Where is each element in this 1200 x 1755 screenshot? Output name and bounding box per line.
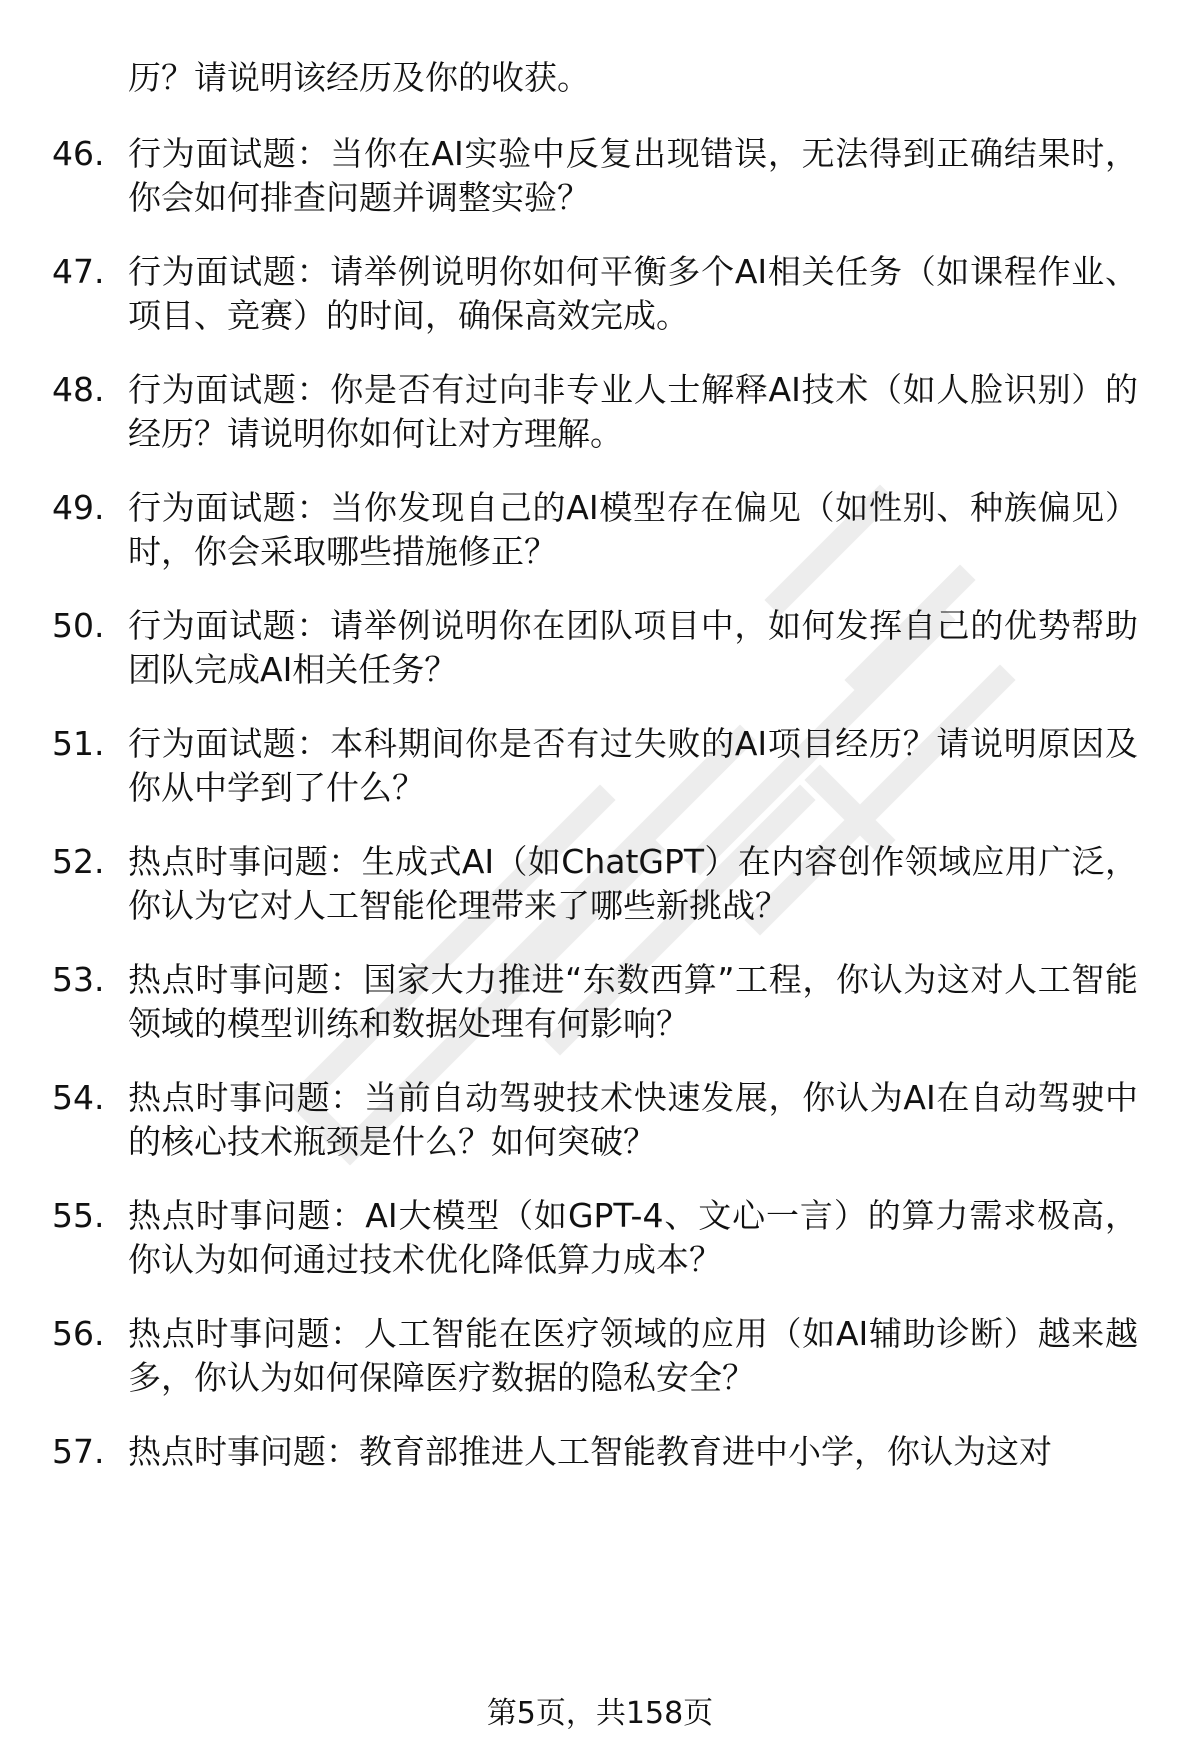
question-number: 54. [52, 1078, 105, 1117]
question-text: 行为面试题：请举例说明你在团队项目中，如何发挥自己的优势帮助团队完成AI相关任务？ [128, 606, 1138, 689]
question-text: 热点时事问题：AI大模型（如GPT-4、文心一言）的算力需求极高，你认为如何通过技术优化降低算力成本？ [128, 1196, 1138, 1279]
question-text: 热点时事问题：当前自动驾驶技术快速发展，你认为AI在自动驾驶中的核心技术瓶颈是什么？如何突破？ [128, 1078, 1138, 1161]
question-text: 行为面试题：请举例说明你如何平衡多个AI相关任务（如课程作业、项目、竞赛）的时间，确保高效完成。 [128, 252, 1138, 335]
question-number: 48. [52, 370, 105, 409]
question-text: 历？请说明该经历及你的收获。 [128, 58, 590, 97]
question-text: 行为面试题：本科期间你是否有过失败的AI项目经历？请说明原因及你从中学到了什么？ [128, 724, 1138, 807]
question-number: 55. [52, 1196, 105, 1235]
question-text: 热点时事问题：教育部推进人工智能教育进中小学，你认为这对 [128, 1432, 1052, 1471]
question-number: 47. [52, 252, 105, 291]
question-number: 56. [52, 1314, 105, 1353]
question-text: 行为面试题：当你在AI实验中反复出现错误，无法得到正确结果时，你会如何排查问题并调整实验？ [128, 134, 1138, 217]
question-number: 53. [52, 960, 105, 999]
question-number: 50. [52, 606, 105, 645]
watermark-graphic [180, 480, 1080, 1180]
question-text: 热点时事问题：国家大力推进“东数西算”工程，你认为这对人工智能领域的模型训练和数据处理有何影响？ [128, 960, 1138, 1043]
page-footer: 第5页，共158页 [486, 1696, 714, 1731]
question-text: 热点时事问题：人工智能在医疗领域的应用（如AI辅助诊断）越来越多，你认为如何保障医疗数据的隐私安全？ [128, 1314, 1138, 1397]
question-text: 行为面试题：你是否有过向非专业人士解释AI技术（如人脸识别）的经历？请说明你如何让对方理解。 [128, 370, 1138, 453]
question-number: 51. [52, 724, 105, 763]
question-number: 49. [52, 488, 105, 527]
question-text: 行为面试题：当你发现自己的AI模型存在偏见（如性别、种族偏见）时，你会采取哪些措施修正？ [128, 488, 1138, 571]
question-number: 52. [52, 842, 105, 881]
question-text: 热点时事问题：生成式AI（如ChatGPT）在内容创作领域应用广泛，你认为它对人工智能伦理带来了哪些新挑战？ [128, 842, 1138, 925]
question-number: 46. [52, 134, 105, 173]
question-number: 57. [52, 1432, 105, 1471]
